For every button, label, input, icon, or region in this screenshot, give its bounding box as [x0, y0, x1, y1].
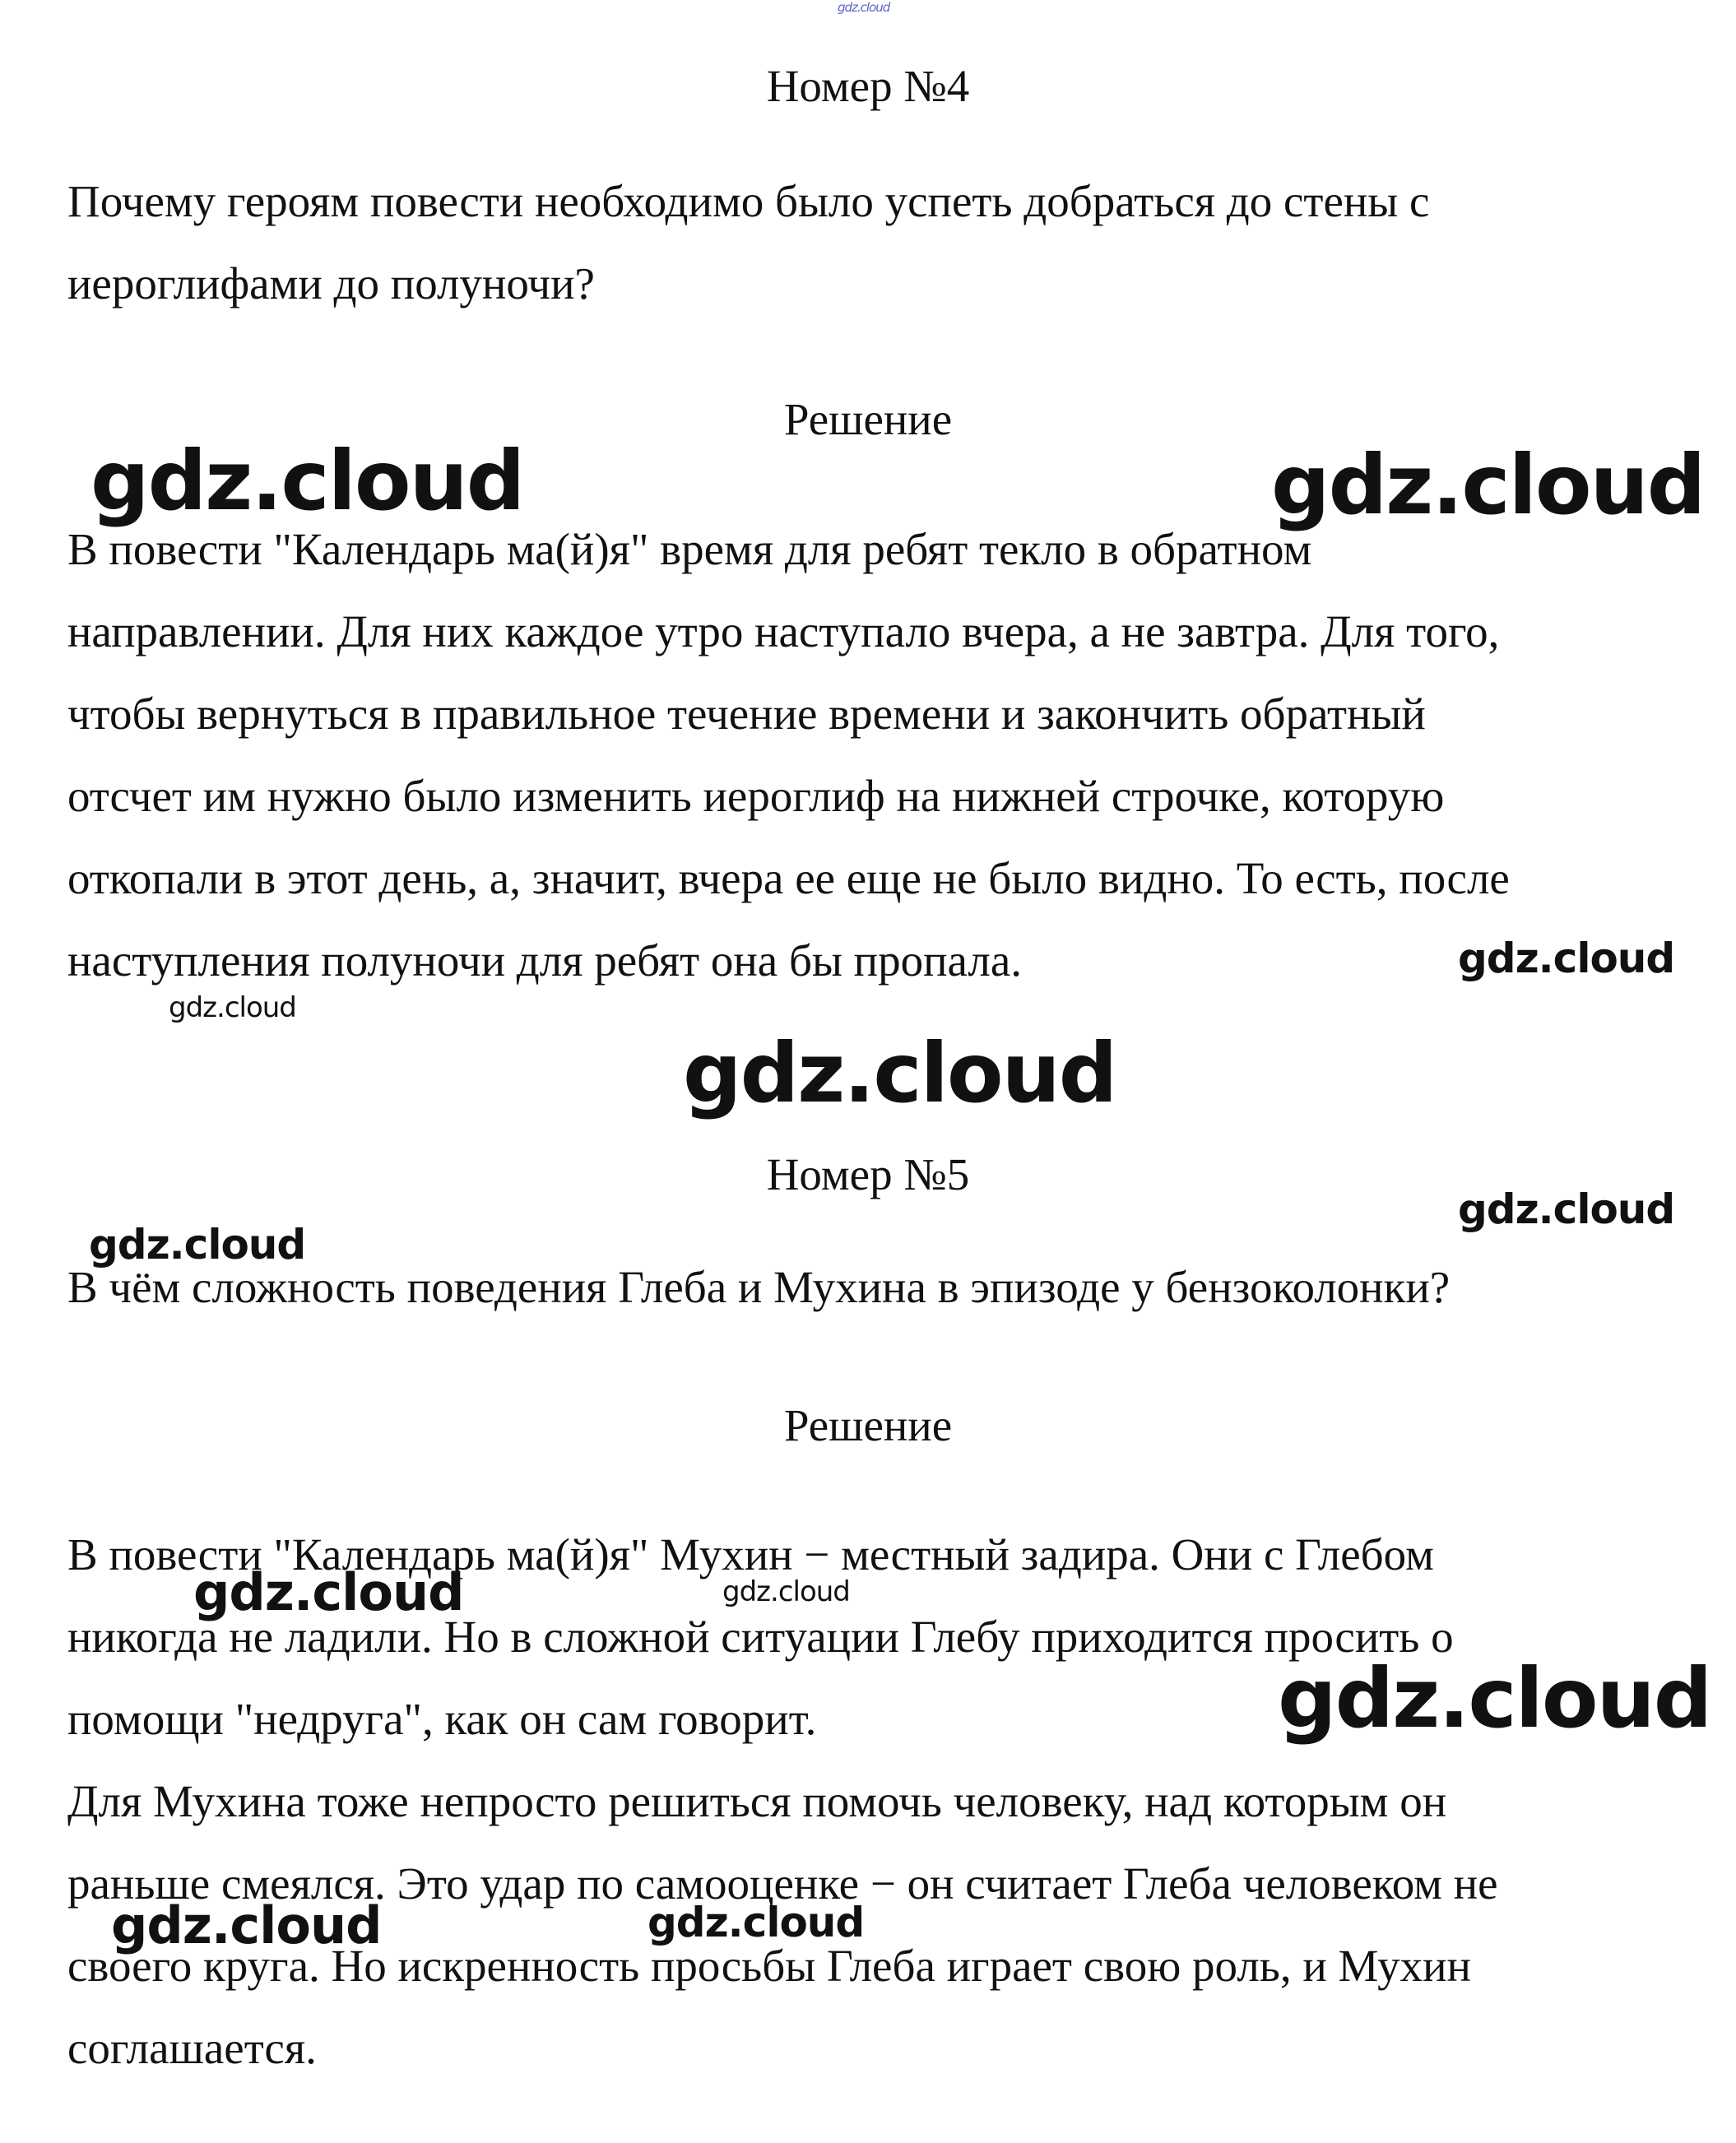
task4-answer-line: В повести "Календарь ма(й)я" время для ребят текло в обратном [67, 524, 1312, 574]
task5-answer-line: В повести "Календарь ма(й)я" Мухин − местный задира. Они с Глебом [67, 1529, 1434, 1579]
watermark: gdz.cloud [1271, 437, 1705, 533]
task5-answer-line: помощи "недруга", как он сам говорит. [67, 1694, 817, 1744]
watermark: gdz.cloud [1458, 1185, 1675, 1233]
task4-question [67, 160, 1680, 325]
task4-answer-line: чтобы вернуться в правильное течение времени и закончить обратный [67, 689, 1426, 739]
task4-question-line: Почему героям повести необходимо было успеть добраться до стены с [67, 176, 1430, 226]
watermark: gdz.cloud [1458, 935, 1675, 982]
task4-answer-line: направлении. Для них каждое утро наступало вчера, а не завтра. Для того, [67, 606, 1500, 656]
task4-solution-label: Решение [783, 394, 953, 444]
task4-answer-line: наступления полуночи для ребят она бы пропала. [67, 935, 1023, 986]
task4-answer-line: отсчет им нужно было изменить иероглиф на нижней строчке, которую [67, 771, 1445, 821]
task5-title: Номер №5 [766, 1149, 970, 1199]
task5-answer-line: никогда не ладили. Но в сложной ситуации Глебу приходится просить о [67, 1612, 1454, 1662]
task4-answer-line: откопали в этот день, а, значит, вчера ее еще не было видно. То есть, после [67, 853, 1510, 903]
task5-solution-label: Решение [783, 1400, 953, 1450]
watermark: gdz.cloud [193, 1562, 464, 1622]
task4-question-line: иероглифами до полуночи? [67, 258, 595, 308]
watermark: gdz.cloud [169, 991, 296, 1024]
watermark: gdz.cloud [838, 0, 890, 15]
watermark: gdz.cloud [722, 1575, 850, 1608]
watermark: gdz.cloud [1278, 1650, 1711, 1746]
watermark: gdz.cloud [91, 433, 524, 529]
task5-question [67, 1246, 1680, 1329]
task4-answer [67, 508, 1680, 1002]
task5-answer-line: раньше смеялся. Это удар по самооценке − он считает Глеба человеком не [67, 1858, 1498, 1909]
watermark: gdz.cloud [648, 1899, 865, 1946]
task4-title: Номер №4 [766, 61, 970, 111]
task5-question-line: В чём сложность поведения Глеба и Мухина в эпизоде у бензоколонки? [67, 1262, 1451, 1312]
watermark: gdz.cloud [111, 1895, 382, 1955]
task5-answer-line: своего круга. Но искренность просьбы Глеба играет свою роль, и Мухин [67, 1941, 1471, 1991]
task5-answer-line: Для Мухина тоже непросто решиться помочь человеку, над которым он [67, 1776, 1447, 1826]
watermark: gdz.cloud [683, 1025, 1116, 1121]
task5-answer-line: соглашается. [67, 2023, 317, 2073]
watermark: gdz.cloud [89, 1221, 306, 1269]
